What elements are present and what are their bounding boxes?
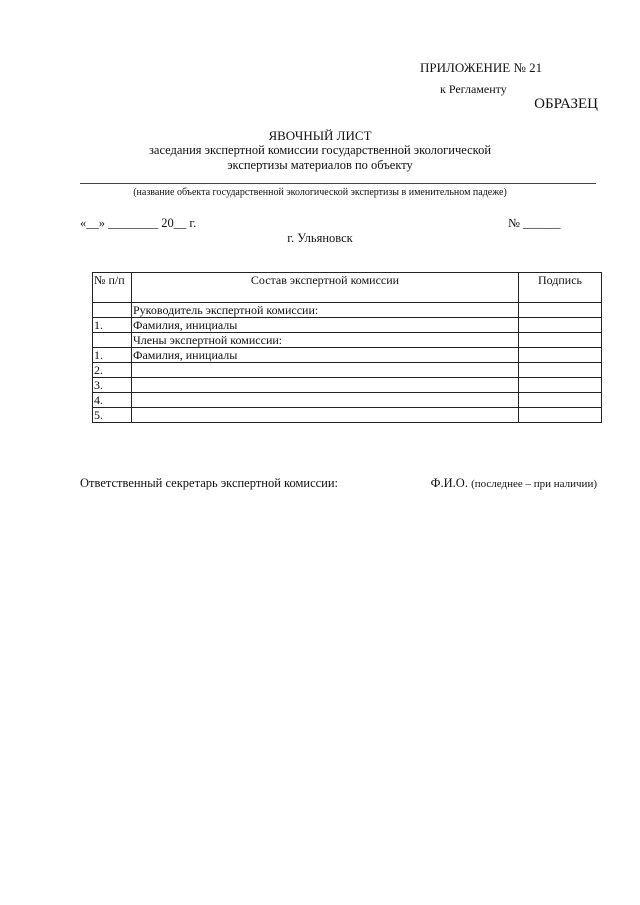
table-row [93,348,602,363]
document-subtitle-line-2: экспертизы материалов по объекту [227,158,413,172]
fio-label: Ф.И.О. [430,476,468,490]
row-member: Члены экспертной комиссии: [132,333,519,348]
row-member[interactable] [132,363,519,378]
document-subtitle-line-1: заседания экспертной комиссии государственной экологической [148,143,492,157]
document-title: ЯВОЧНЫЙ ЛИСТ [268,128,372,143]
table-row [93,393,602,408]
row-signature[interactable] [519,408,602,423]
row-number [93,303,132,318]
sample-stamp: ОБРАЗЕЦ [534,96,598,112]
row-number: 1. [93,348,132,363]
table-row [93,318,602,333]
row-signature[interactable] [519,363,602,378]
table-row [93,378,602,393]
table-header-row [93,273,602,303]
row-member[interactable] [132,393,519,408]
attendance-table [92,272,602,423]
object-name-hint: (название объекта государственной экологической экспертизы в именительном падеже) [133,187,507,198]
row-signature[interactable] [519,378,602,393]
row-signature[interactable] [519,348,602,363]
row-signature[interactable] [519,333,602,348]
table-row [93,408,602,423]
fio-note: (последнее – при наличии) [471,478,597,490]
object-name-line[interactable] [80,183,596,184]
row-member[interactable] [132,408,519,423]
table-row [93,333,602,348]
table-row [93,303,602,318]
row-member: Руководитель экспертной комиссии: [132,303,519,318]
date-field[interactable]: «__» ________ 20__ г. [80,216,197,230]
header-signature: Подпись [519,273,602,303]
table-row [93,363,602,378]
row-number: 1. [93,318,132,333]
row-member[interactable]: Фамилия, инициалы [132,318,519,333]
city-name: г. Ульяновск [287,231,353,245]
appendix-title: ПРИЛОЖЕНИЕ № 21 [420,60,543,75]
row-number: 3. [93,378,132,393]
header-number: № п/п [93,273,132,303]
row-signature[interactable] [519,303,602,318]
secretary-signature [431,476,597,491]
row-signature[interactable] [519,318,602,333]
row-member[interactable] [132,378,519,393]
reglament-reference: к Регламенту [440,82,507,96]
number-field[interactable]: № ______ [508,216,561,230]
secretary-label: Ответственный секретарь экспертной комиссии: [80,476,339,490]
row-number: 4. [93,393,132,408]
header-composition: Состав экспертной комиссии [132,273,519,303]
row-member[interactable]: Фамилия, инициалы [132,348,519,363]
row-number [93,333,132,348]
row-number: 2. [93,363,132,378]
row-number: 5. [93,408,132,423]
row-signature[interactable] [519,393,602,408]
